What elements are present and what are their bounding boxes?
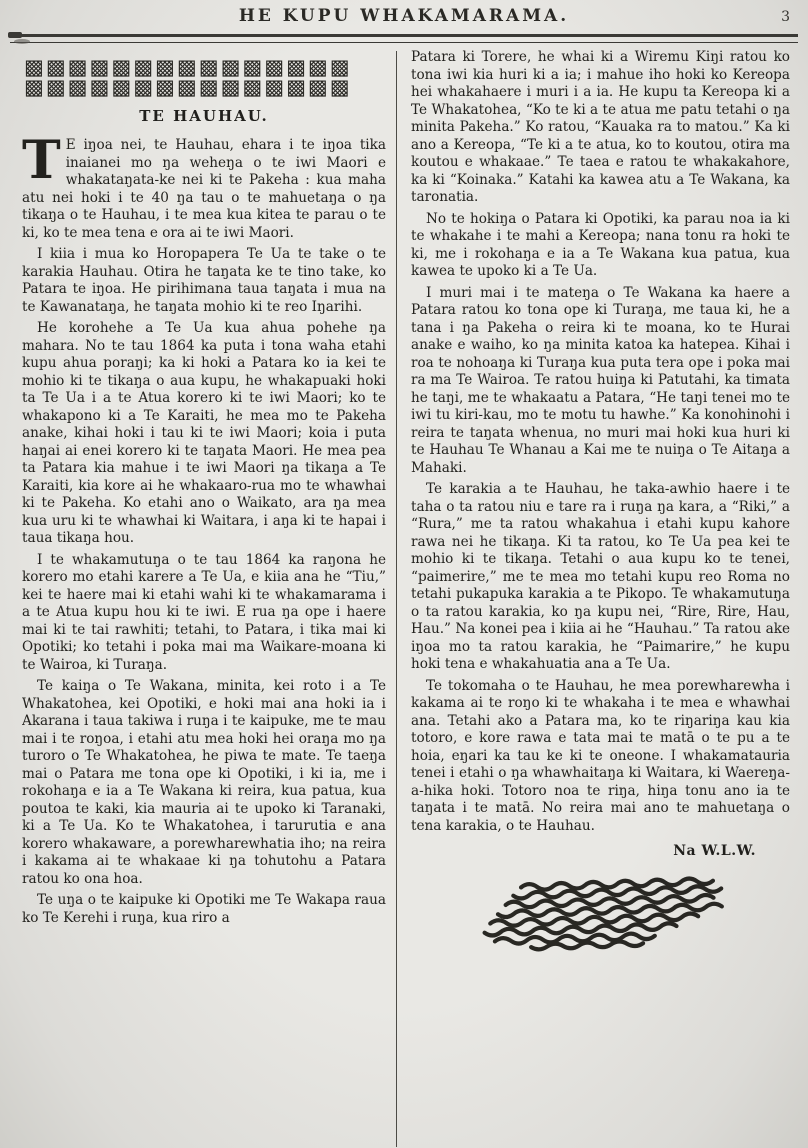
paragraph: Te karakia a te Hauhau, he taka-awhio haere i te taha o ta ratou niu e tare ra i ruŋa ŋa kara, a “Riki,” a “Rura,” me ta ratou whakahua i etahi kupu kahore rawa nei he tikaŋa. Ki ta ratou, ko Te Ua pea kei te mohio ki te tikaŋa. Tetahi o aua kupu ko te tenei, “paimerire,” me te mea mo tetahi kupu reo Roma no tetahi pukapuka karakia a te Pikopo. Te whakamutuŋa o ta ratou karakia, ko ŋa kupu nei, “Rire, Rire, Hau, Hau.” Na konei pea i kiia ai he “Hauhau.” Ta ratou ake iŋoa mo ta ratou karakia, he “Paimarire,” he kupu hoki tena e whakahuatia ana a Te Ua. — [411, 481, 790, 672]
headpiece-ornament — [24, 57, 384, 97]
paragraph: No te hokiŋa o Patara ki Opotiki, ka parau noa ia ki te whakahe i te mahi a Kereopa; nana tonu ra hoki te ki, me i rokohaŋa e ia a Te Wakana kua patua, kua kawea te upoko ki a Te Ua. — [411, 210, 790, 279]
paragraph: Te uŋa o te kaipuke ki Opotiki me Te Wakapa raua ko Te Kerehi i ruŋa, kua riro a — [22, 892, 386, 926]
article-title: TE HAUHAU. — [139, 107, 269, 125]
page-number: 3 — [781, 9, 790, 25]
right-column — [401, 49, 790, 1147]
masthead-row — [0, 6, 808, 30]
paragraph: I muri mai i te mateŋa o Te Wakana ka haere a Patara ratou ko tona ope ki Turaŋa, me taua ki, he a tana i ŋa Pakeha o reira ki te moana, ko te Hurai anake e waiho, ko ŋa minita katoa ka hatepea. Kihai i roa te nohoaŋa ki Turaŋa kua puta tera ope i poka mai ra ma Te Wairoa. Te ratou huiŋa ki Patutahi, ka timata he taŋi, me te whakaatu a Patara, “He taŋi tenei mo te iwi tu kiri-kau, mo te motu tu hawhe.” Ka konohinohi i reira te taŋata whenua, no muri mai hoki kua huri ki te Hauhau Te Whanau a Kai me te nuiŋa o Te Aitaŋa a Mahaki. — [411, 284, 790, 476]
journal-title: HE KUPU WHAKAMARAMA. — [238, 6, 570, 26]
paragraph: Te tokomaha o te Hauhau, he mea porewharewha i kakama ai te roŋo ki te whakaha i te mea e whawhai ana. Tetahi ako a Patara ma, ko te riŋariŋa kau kia totoro, e kore rawa e tata mai te matā o te pu a te hoia, eŋari ka tau ke ki te oneone. I whakamatauria tenei i etahi o ŋa whawhaitaŋa ki Waitara, ki Waereŋa-a-hika hoki. Totoro noa te riŋa, hiŋa tonu ano ia te taŋata i te matā. No reira mai ano te mahuetaŋa o tena karakia, o te Hauhau. — [411, 677, 790, 834]
ornament-row: ▩▩▩▩▩▩▩▩▩▩▩▩▩▩▩ — [24, 57, 352, 79]
left-column — [22, 49, 392, 1147]
drop-cap-initial: T — [22, 130, 61, 191]
two-column-layout — [0, 43, 808, 1147]
paragraph: He korohehe a Te Ua kua ahua pohehe ŋa mahara. No te tau 1864 ka puta i tona waha etahi kupu ahua poraŋi; ka ki hoki a Patara ko ia kei te mohio ki te tikaŋa o aua kupu, he whakapuaki hoki ta Te Ua i a te Atua korero ki te iwi Maori; ko te whakapono ki a Te Karaiti, he mea mo te Pakeha anake, kihai hoki i tau ki te iwi Maori; koia i puta haŋai ai enei korero ki te taŋata Maori. He mea pea ta Patara kia mahue i te iwi Maori ŋa tikaŋa a Te Karaiti, kia kore ai he whakaaro-rua mo te whawhai ki te Pakeha. Ko etahi ano o Waikato, ara ŋa mea kua uru ki te whawhai ki Waitara, i aŋa ki te hapai i taua tikaŋa hou. — [22, 320, 386, 546]
double-rule — [10, 34, 798, 43]
ink-smudge — [14, 39, 30, 44]
masthead — [0, 0, 808, 43]
paragraph: Patara ki Torere, he whai ki a Wiremu Kiŋi ratou ko tona iwi kia huri ki a ia; i mahue iho hoki ko Kereopa hei whakahaere i muri i a ia. He kupu ta Kereopa ki a Te Whakatohea, “Ko te ki a te atua me patu tetahi o ŋa minita Pakeha.” Ko ratou, “Kauaka ra to matou.” Ka ki ano a Kereopa, “Te ki a te atua, ko to koutou, otira ma koutou e whakaae.” Te taea e ratou te whakakahore, ka ki “Koinaka.” Katahi ka kawea atu a Te Wakana, ka taronatia. — [411, 49, 790, 205]
column-divider — [396, 51, 397, 1147]
paragraph: Te kaiŋa o Te Wakana, minita, kei roto i a Te Whakatohea, kei Opotiki, e hoki mai ana hoki ia i Akarana i taua takiwa i ruŋa i te kaipuke, me te mau mai i te roŋoa, i etahi atu mea hoki hei oraŋa mo ŋa turoro o Te Whakatohea, he piwa te mate. Te taeŋa mai o Patara me tona ope ki Opotiki, i ki ia, me i rokohaŋa e ia a Te Wakana ki reira, kua patua, kua poutoa te kaki, kia mauria ai te upoko ki Taranaki, ki a Te Ua. Ko te Whakatohea, i tarurutia e ana korero whakaware, a porewharewhatia iho; na reira i kakama ai te whakaae ki ŋa tohutohu a Patara ratou ko ona hoa. — [22, 678, 386, 887]
paragraph-text: E iŋoa nei, te Hauhau, ehara i te iŋoa tika inaianei mo ŋa weheŋa o te iwi Maori e whakataŋata-ke nei ki te Pakeha : kua maha atu nei hoki i te 40 ŋa tau o te mahuetaŋa o ŋa tikaŋa o te Hauhau, i te mea kua kitea te parau o te ki, ko te mea tena e ora ai te iwi Maori. — [22, 137, 386, 241]
author-signature: Na W.L.W. — [673, 843, 756, 859]
flourish-icon — [469, 872, 771, 954]
ornament-row: ▩▩▩▩▩▩▩▩▩▩▩▩▩▩▩ — [24, 75, 352, 97]
paragraph — [22, 130, 386, 242]
paragraph: I kiia i mua ko Horopapera Te Ua te take o te karakia Hauhau. Otira he taŋata ke te tino take, ko Patara te iŋoa. He pirihimana taua taŋata i mua na te Kawanataŋa, he taŋata mohio ki te reo Iŋarihi. — [22, 246, 386, 315]
tailpiece-ornament — [469, 872, 771, 954]
paragraph: I te whakamutuŋa o te tau 1864 ka raŋona he korero mo etahi karere a Te Ua, e kiia ana he “Tiu,” kei te haere mai ki etahi wahi ki te whakamarama i a te Atua kupu hou ki te iwi. E rua ŋa ope i haere mai ki te tai rawhiti; tetahi, to Patara, i tika mai ki Opotiki; ko tetahi i poka mai ma Waikare-moana ki te Wairoa, ki Turaŋa. — [22, 551, 386, 673]
